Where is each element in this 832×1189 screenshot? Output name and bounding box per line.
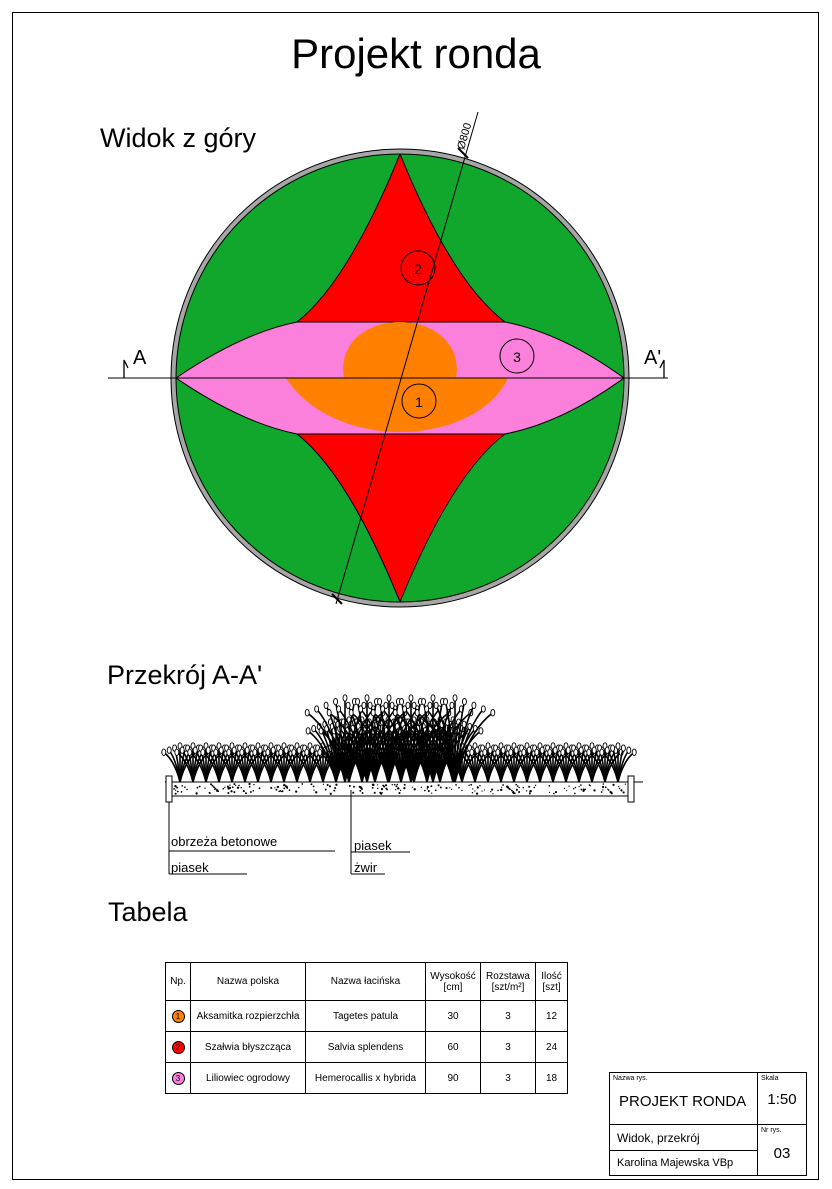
label-piasek-right: piasek — [354, 838, 392, 853]
number-badge: 3 — [172, 1072, 185, 1085]
drawing-number: 03 — [773, 1145, 791, 1162]
plant-table — [165, 962, 568, 1094]
label-obrzeza: obrzeża betonowe — [171, 834, 278, 849]
cell-np — [166, 1032, 191, 1063]
number-badge: 1 — [172, 1010, 185, 1023]
svg-text:3: 3 — [513, 349, 521, 365]
cell-qty: 24 — [536, 1032, 568, 1063]
number-badge: 2 — [172, 1041, 185, 1054]
cell-spacing: 3 — [481, 1032, 536, 1063]
table-row — [166, 1032, 568, 1063]
table-header-row — [166, 963, 568, 1001]
plant-silhouettes — [162, 695, 636, 782]
cell-latin: Hemerocallis x hybrida — [306, 1063, 426, 1094]
svg-text:2: 2 — [414, 261, 422, 277]
cell-np — [166, 1063, 191, 1094]
table-row — [166, 1001, 568, 1032]
drawing-name: PROJEKT RONDA — [619, 1093, 747, 1110]
cell-latin: Tagetes patula — [306, 1001, 426, 1032]
cell-spacing: 3 — [481, 1001, 536, 1032]
cell-latin: Salvia splendens — [306, 1032, 426, 1063]
cell-polish: Szałwia błyszcząca — [191, 1032, 306, 1063]
section-title-cross-section: Przekrój A-A' — [107, 660, 263, 690]
header-latin: Nazwa łacińska — [306, 963, 426, 1001]
cross-section-view — [0, 690, 832, 890]
title-block-scale-cell: Skala 1:50 — [758, 1073, 806, 1125]
header-qty: Ilość [szt] — [536, 963, 568, 1001]
curb-right — [628, 776, 634, 802]
cell-height: 90 — [426, 1063, 481, 1094]
drawing-description: Widok, przekrój — [617, 1131, 700, 1145]
curb-left — [166, 776, 172, 802]
cell-polish: Liliowiec ogrodowy — [191, 1063, 306, 1094]
drawing-author: Karolina Majewska VBp — [617, 1157, 734, 1169]
cell-polish: Aksamitka rozpierzchła — [191, 1001, 306, 1032]
title-block-name-cell: Nazwa rys. PROJEKT RONDA — [610, 1073, 758, 1125]
page-title: Projekt ronda — [291, 30, 541, 77]
drawing-scale: 1:50 — [767, 1091, 797, 1108]
cell-height: 60 — [426, 1032, 481, 1063]
label-a: A — [133, 347, 147, 369]
section-title-top-view: Widok z góry — [100, 123, 257, 153]
cell-spacing: 3 — [481, 1063, 536, 1094]
title-block-number-cell: Nr rys. 03 — [758, 1125, 806, 1175]
section-arrow-left — [124, 360, 128, 378]
header-spacing: Rozstawa [szt/m²] — [481, 963, 536, 1001]
cell-height: 30 — [426, 1001, 481, 1032]
header-height: Wysokość [cm] — [426, 963, 481, 1001]
cell-qty: 18 — [536, 1063, 568, 1094]
header-np: Np. — [166, 963, 191, 1001]
section-title-table: Tabela — [108, 897, 188, 927]
label-zwir: żwir — [354, 860, 378, 875]
title-block — [609, 1072, 807, 1176]
cell-np — [166, 1001, 191, 1032]
svg-text:1: 1 — [415, 394, 423, 410]
label-piasek-left: piasek — [171, 860, 209, 875]
title-block-author-cell — [610, 1151, 758, 1175]
label-a-prime: A' — [644, 347, 662, 369]
table-row — [166, 1063, 568, 1094]
diameter-label: Ø800 — [455, 121, 475, 151]
title-block-desc-cell — [610, 1125, 758, 1151]
cell-qty: 12 — [536, 1001, 568, 1032]
header-polish: Nazwa polska — [191, 963, 306, 1001]
